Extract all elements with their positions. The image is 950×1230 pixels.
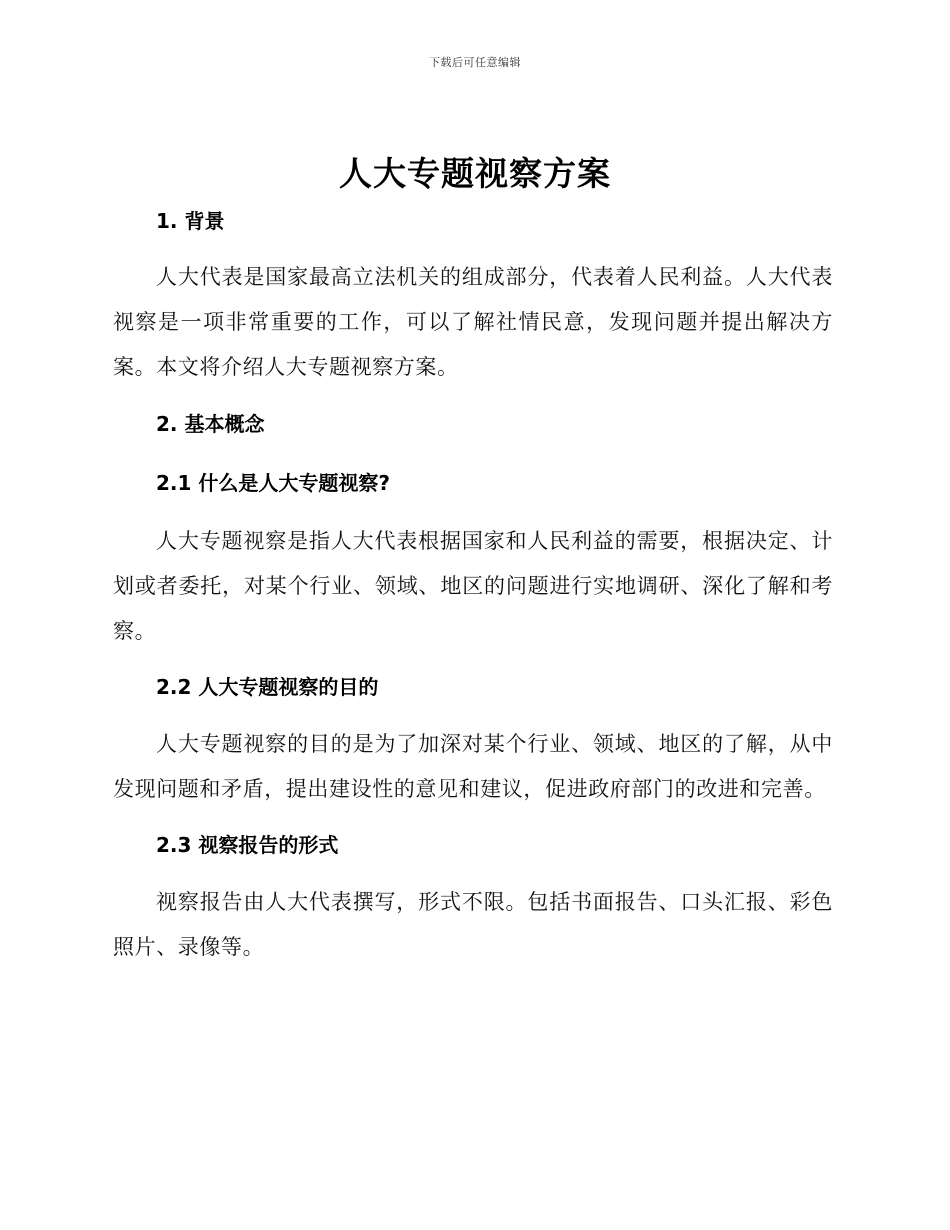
section-heading-concepts: 2. 基本概念 <box>156 412 265 436</box>
section-heading-background: 1. 背景 <box>156 209 225 233</box>
section-heading-what-is: 2.1 什么是人大专题视察? <box>156 471 390 495</box>
document-body <box>113 200 833 970</box>
paragraph-background: 人大代表是国家最高立法机关的组成部分，代表着人民利益。人大代表视察是一项非常重要的工作，可以了解社情民意，发现问题并提出解决方案。本文将介绍人大专题视察方案。 <box>113 265 833 379</box>
section-heading-purpose: 2.2 人大专题视察的目的 <box>156 675 379 699</box>
paragraph-purpose: 人大专题视察的目的是为了加深对某个行业、领域、地区的了解，从中发现问题和矛盾，提出建设性的意见和建议，促进政府部门的改进和完善。 <box>113 732 833 801</box>
header-note: 下载后可任意编辑 <box>429 56 521 69</box>
document-title: 人大专题视察方案 <box>339 154 611 193</box>
paragraph-what-is: 人大专题视察是指人大代表根据国家和人民利益的需要，根据决定、计划或者委托，对某个行业、领域、地区的问题进行实地调研、深化了解和考察。 <box>113 529 833 643</box>
paragraph-report-form: 视察报告由人大代表撰写，形式不限。包括书面报告、口头汇报、彩色照片、录像等。 <box>113 890 833 959</box>
section-heading-report-form: 2.3 视察报告的形式 <box>156 833 339 857</box>
